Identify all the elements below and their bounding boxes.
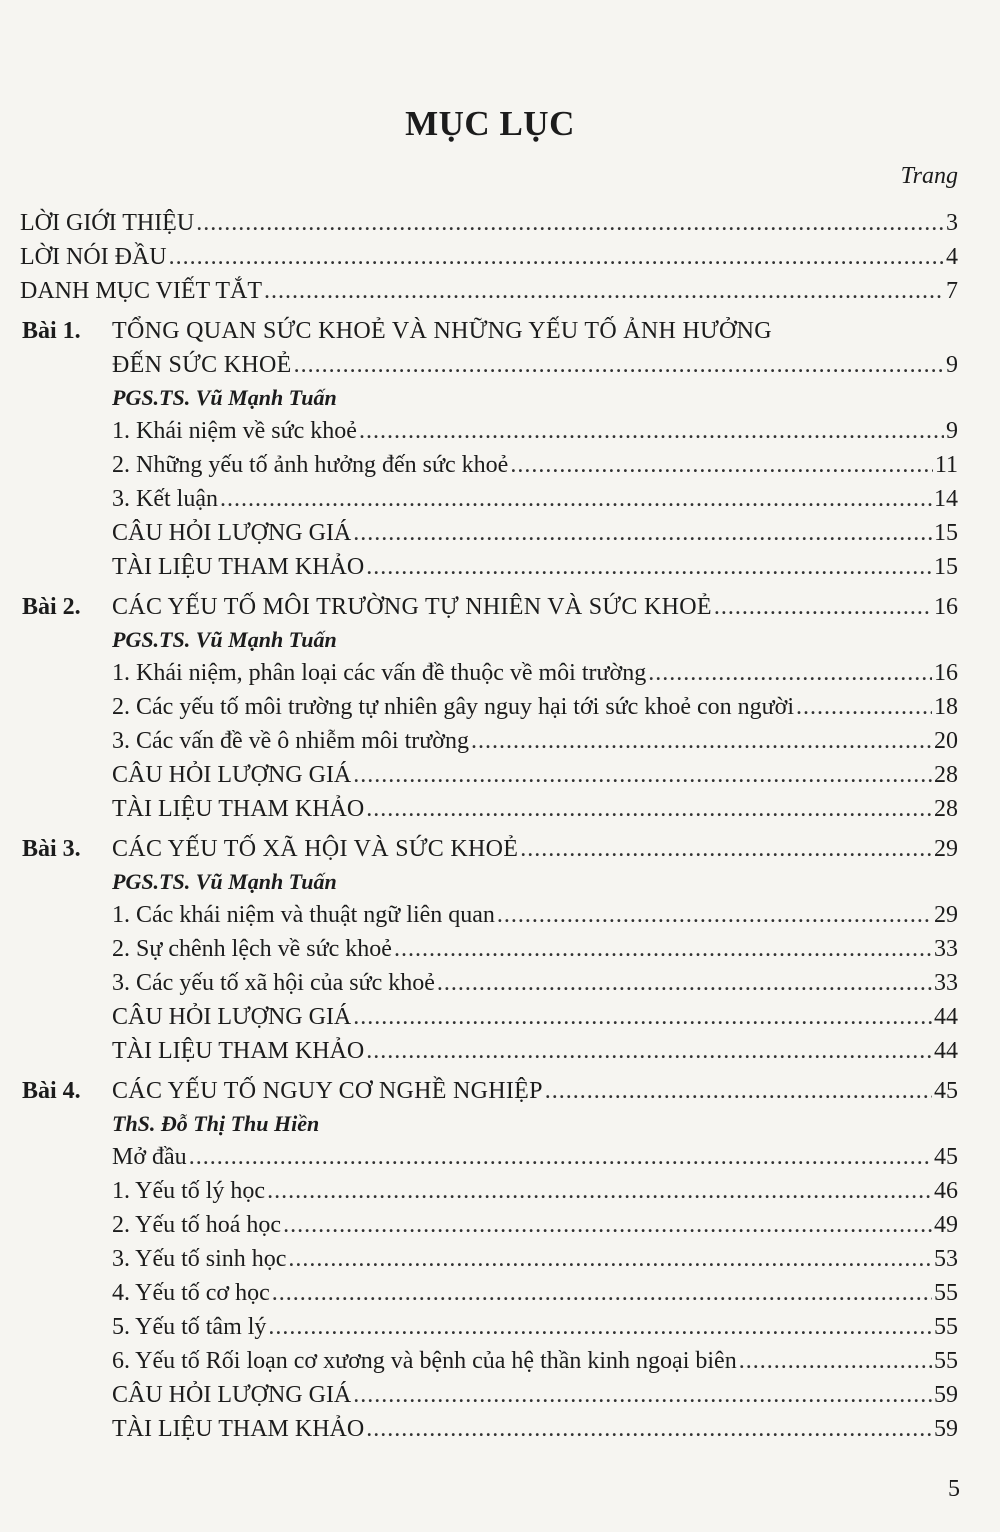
toc-entry	[112, 1034, 958, 1068]
lesson-author-row	[0, 866, 1000, 898]
dot-leader	[739, 1344, 932, 1378]
toc-item[interactable]	[0, 1412, 1000, 1446]
toc-entry	[112, 516, 958, 550]
toc-item[interactable]	[0, 690, 1000, 724]
dot-leader	[714, 590, 932, 624]
toc-entry	[20, 240, 958, 274]
page-column-header: Trang	[900, 163, 958, 189]
toc-entry-label: 3. Các yếu tố xã hội của sức khoẻ	[112, 970, 435, 996]
lesson-author: PGS.TS. Vũ Mạnh Tuấn	[112, 869, 337, 894]
toc-entry	[112, 1140, 958, 1174]
toc-entry	[112, 966, 958, 1000]
toc-item[interactable]	[0, 1276, 1000, 1310]
toc-entry-label: 3. Kết luận	[112, 486, 218, 512]
toc-item[interactable]	[0, 1174, 1000, 1208]
toc-item[interactable]	[0, 656, 1000, 690]
toc-entry-page: 11	[934, 452, 958, 478]
toc-entry-label: 1. Các khái niệm và thuật ngữ liên quan	[112, 902, 495, 928]
toc-item[interactable]	[0, 966, 1000, 1000]
toc-entry-page: 44	[934, 1004, 958, 1030]
dot-leader	[353, 516, 932, 550]
toc-entry-label: TÀI LIỆU THAM KHẢO	[112, 796, 365, 822]
toc-entry-page: 20	[934, 728, 958, 754]
toc-entry-label: LỜI NÓI ĐẦU	[20, 244, 167, 270]
lesson-author: ThS. Đỗ Thị Thu Hiền	[112, 1111, 320, 1136]
toc-entry-page: 59	[934, 1416, 958, 1442]
toc-lesson-heading-cont[interactable]	[0, 348, 1000, 382]
dot-leader	[394, 932, 932, 966]
toc-item[interactable]	[0, 932, 1000, 966]
toc-entry-label: 3. Yếu tố sinh học	[112, 1246, 287, 1272]
toc-entry	[20, 206, 958, 240]
toc-entry	[112, 932, 958, 966]
lesson-author-row	[0, 1108, 1000, 1140]
toc-entry-page: 15	[934, 520, 958, 546]
toc-entry	[112, 550, 958, 584]
toc-front-matter-item[interactable]	[0, 240, 1000, 274]
dot-leader	[220, 482, 932, 516]
toc-entry-page: 16	[934, 594, 958, 620]
toc-entry	[112, 1174, 958, 1208]
toc-entry	[112, 898, 958, 932]
toc-entry	[112, 1276, 958, 1310]
toc-entry-page: 16	[934, 660, 958, 686]
page-number: 5	[948, 1476, 960, 1502]
toc-entry	[112, 1242, 958, 1276]
toc-entry-label: TỔNG QUAN SỨC KHOẺ VÀ NHỮNG YẾU TỐ ẢNH HƯỞNG	[112, 318, 772, 344]
dot-leader	[437, 966, 932, 1000]
toc-entry-page: 7	[946, 278, 958, 304]
toc-item[interactable]	[0, 1034, 1000, 1068]
toc-entry-page: 33	[934, 936, 958, 962]
toc-entry-page: 45	[934, 1144, 958, 1170]
dot-leader	[294, 348, 944, 382]
toc-entry-label: 2. Yếu tố hoá học	[112, 1212, 282, 1238]
toc-entry	[112, 1344, 958, 1378]
toc-entry	[112, 832, 958, 866]
toc-entry	[112, 482, 958, 516]
toc-item[interactable]	[0, 1208, 1000, 1242]
dot-leader	[366, 792, 932, 826]
toc-entry-label: TÀI LIỆU THAM KHẢO	[112, 1038, 365, 1064]
toc-entry-label: CÁC YẾU TỐ XÃ HỘI VÀ SỨC KHOẺ	[112, 836, 519, 862]
toc-front-matter-item[interactable]	[0, 274, 1000, 308]
dot-leader	[353, 758, 932, 792]
toc-entry	[112, 348, 958, 382]
toc-entry-page: 18	[934, 694, 958, 720]
toc-entry-page: 55	[934, 1314, 958, 1340]
dot-leader	[196, 206, 944, 240]
dot-leader	[283, 1208, 932, 1242]
toc-entry	[112, 414, 958, 448]
toc-entry	[112, 792, 958, 826]
dot-leader	[264, 274, 944, 308]
toc-entry-page: 14	[934, 486, 958, 512]
toc-entry-label: CÂU HỎI LƯỢNG GIÁ	[112, 1382, 352, 1408]
toc-entry	[112, 758, 958, 792]
toc-item[interactable]	[0, 414, 1000, 448]
dot-leader	[366, 1412, 932, 1446]
dot-leader	[545, 1074, 932, 1108]
toc-entry-page: 9	[946, 352, 958, 378]
toc-entry-label: TÀI LIỆU THAM KHẢO	[112, 554, 365, 580]
toc-entry	[112, 1074, 958, 1108]
toc-entry	[112, 656, 958, 690]
toc-item[interactable]	[0, 516, 1000, 550]
toc-item[interactable]	[0, 550, 1000, 584]
dot-leader	[272, 1276, 932, 1310]
lesson-author-row	[0, 382, 1000, 414]
toc-entry-label: 6. Yếu tố Rối loạn cơ xương và bệnh của hệ thần kinh ngoại biên	[112, 1348, 737, 1374]
toc-item[interactable]	[0, 1242, 1000, 1276]
page-title: MỤC LỤC	[405, 104, 575, 143]
toc-item[interactable]	[0, 1378, 1000, 1412]
toc-entry	[112, 1412, 958, 1446]
toc-entry-label: ĐẾN SỨC KHOẺ	[112, 352, 292, 378]
toc-entry-page: 49	[934, 1212, 958, 1238]
toc-entry-page: 15	[934, 554, 958, 580]
dot-leader	[648, 656, 932, 690]
dot-leader	[353, 1378, 932, 1412]
toc-entry	[112, 590, 958, 624]
toc-entry-page: 3	[946, 210, 958, 236]
toc-item[interactable]	[0, 482, 1000, 516]
lesson-author: PGS.TS. Vũ Mạnh Tuấn	[112, 627, 337, 652]
toc-entry-label: Mở đầu	[112, 1144, 187, 1170]
toc-entry-label: CÁC YẾU TỐ MÔI TRƯỜNG TỰ NHIÊN VÀ SỨC KHOẺ	[112, 594, 712, 620]
toc-lesson-heading[interactable]	[0, 314, 1000, 348]
toc-entry-label: CÂU HỎI LƯỢNG GIÁ	[112, 762, 352, 788]
dot-leader	[510, 448, 933, 482]
toc-entry-label: LỜI GIỚI THIỆU	[20, 210, 195, 236]
toc-entry	[112, 314, 774, 348]
dot-leader	[189, 1140, 932, 1174]
toc-item[interactable]	[0, 898, 1000, 932]
toc-entry-label: CÁC YẾU TỐ NGUY CƠ NGHỀ NGHIỆP	[112, 1078, 543, 1104]
toc-entry	[112, 1000, 958, 1034]
dot-leader	[366, 1034, 932, 1068]
toc-entry-page: 28	[934, 762, 958, 788]
toc-entry	[112, 1208, 958, 1242]
toc-entry-label: 3. Các vấn đề về ô nhiễm môi trường	[112, 728, 469, 754]
toc-entry-label: CÂU HỎI LƯỢNG GIÁ	[112, 1004, 352, 1030]
dot-leader	[497, 898, 932, 932]
lesson-number: Bài 1.	[22, 318, 81, 344]
toc-lesson-heading[interactable]	[0, 1074, 1000, 1108]
toc-entry-label: 2. Những yếu tố ảnh hưởng đến sức khoẻ	[112, 452, 509, 478]
toc-entry	[112, 448, 958, 482]
toc-entry-label: DANH MỤC VIẾT TẮT	[20, 278, 263, 304]
toc-entry	[20, 274, 958, 308]
toc-entry-label: 2. Sự chênh lệch về sức khoẻ	[112, 936, 392, 962]
dot-leader	[520, 832, 932, 866]
toc-entry-page: 33	[934, 970, 958, 996]
dot-leader	[353, 1000, 932, 1034]
toc-entry	[112, 724, 958, 758]
toc-item[interactable]	[0, 1140, 1000, 1174]
toc-entry-label: CÂU HỎI LƯỢNG GIÁ	[112, 520, 352, 546]
lesson-author: PGS.TS. Vũ Mạnh Tuấn	[112, 385, 337, 410]
dot-leader	[359, 414, 944, 448]
lesson-author-row	[0, 624, 1000, 656]
lesson-number: Bài 3.	[22, 836, 81, 862]
toc-entry-page: 4	[946, 244, 958, 270]
toc-entry-page: 9	[946, 418, 958, 444]
toc-item[interactable]	[0, 1310, 1000, 1344]
dot-leader	[471, 724, 932, 758]
dot-leader	[288, 1242, 932, 1276]
toc-entry-label: 1. Khái niệm, phân loại các vấn đề thuộc về môi trường	[112, 660, 647, 686]
dot-leader	[366, 550, 932, 584]
toc-entry-label: 4. Yếu tố cơ học	[112, 1280, 270, 1306]
toc-entry-label: 1. Yếu tố lý học	[112, 1178, 266, 1204]
toc-item[interactable]	[0, 758, 1000, 792]
toc-entry-page: 44	[934, 1038, 958, 1064]
lesson-number: Bài 2.	[22, 594, 81, 620]
toc-entry-label: TÀI LIỆU THAM KHẢO	[112, 1416, 365, 1442]
toc-entry-page: 55	[934, 1280, 958, 1306]
toc-item[interactable]	[0, 448, 1000, 482]
toc-entry	[112, 690, 958, 724]
toc-item[interactable]	[0, 1344, 1000, 1378]
toc-entry-label: 5. Yếu tố tâm lý	[112, 1314, 267, 1340]
toc-entry-page: 46	[934, 1178, 958, 1204]
toc-entry-page: 29	[934, 836, 958, 862]
toc-item[interactable]	[0, 724, 1000, 758]
toc-entry	[112, 1378, 958, 1412]
toc-entry-label: 1. Khái niệm về sức khoẻ	[112, 418, 357, 444]
toc-entry-label: 2. Các yếu tố môi trường tự nhiên gây nguy hại tới sức khoẻ con người	[112, 694, 794, 720]
toc-lesson-heading[interactable]	[0, 590, 1000, 624]
toc-item[interactable]	[0, 792, 1000, 826]
toc-entry-page: 29	[934, 902, 958, 928]
toc-lesson-heading[interactable]	[0, 832, 1000, 866]
toc-entry-page: 28	[934, 796, 958, 822]
table-of-contents	[0, 206, 1000, 1446]
dot-leader	[267, 1174, 932, 1208]
dot-leader	[268, 1310, 932, 1344]
toc-entry-page: 55	[934, 1348, 958, 1374]
toc-item[interactable]	[0, 1000, 1000, 1034]
lesson-number: Bài 4.	[22, 1078, 81, 1104]
dot-leader	[796, 690, 932, 724]
toc-entry-page: 53	[934, 1246, 958, 1272]
toc-entry-page: 45	[934, 1078, 958, 1104]
toc-entry-page: 59	[934, 1382, 958, 1408]
dot-leader	[169, 240, 944, 274]
toc-entry	[112, 1310, 958, 1344]
toc-front-matter-item[interactable]	[0, 206, 1000, 240]
